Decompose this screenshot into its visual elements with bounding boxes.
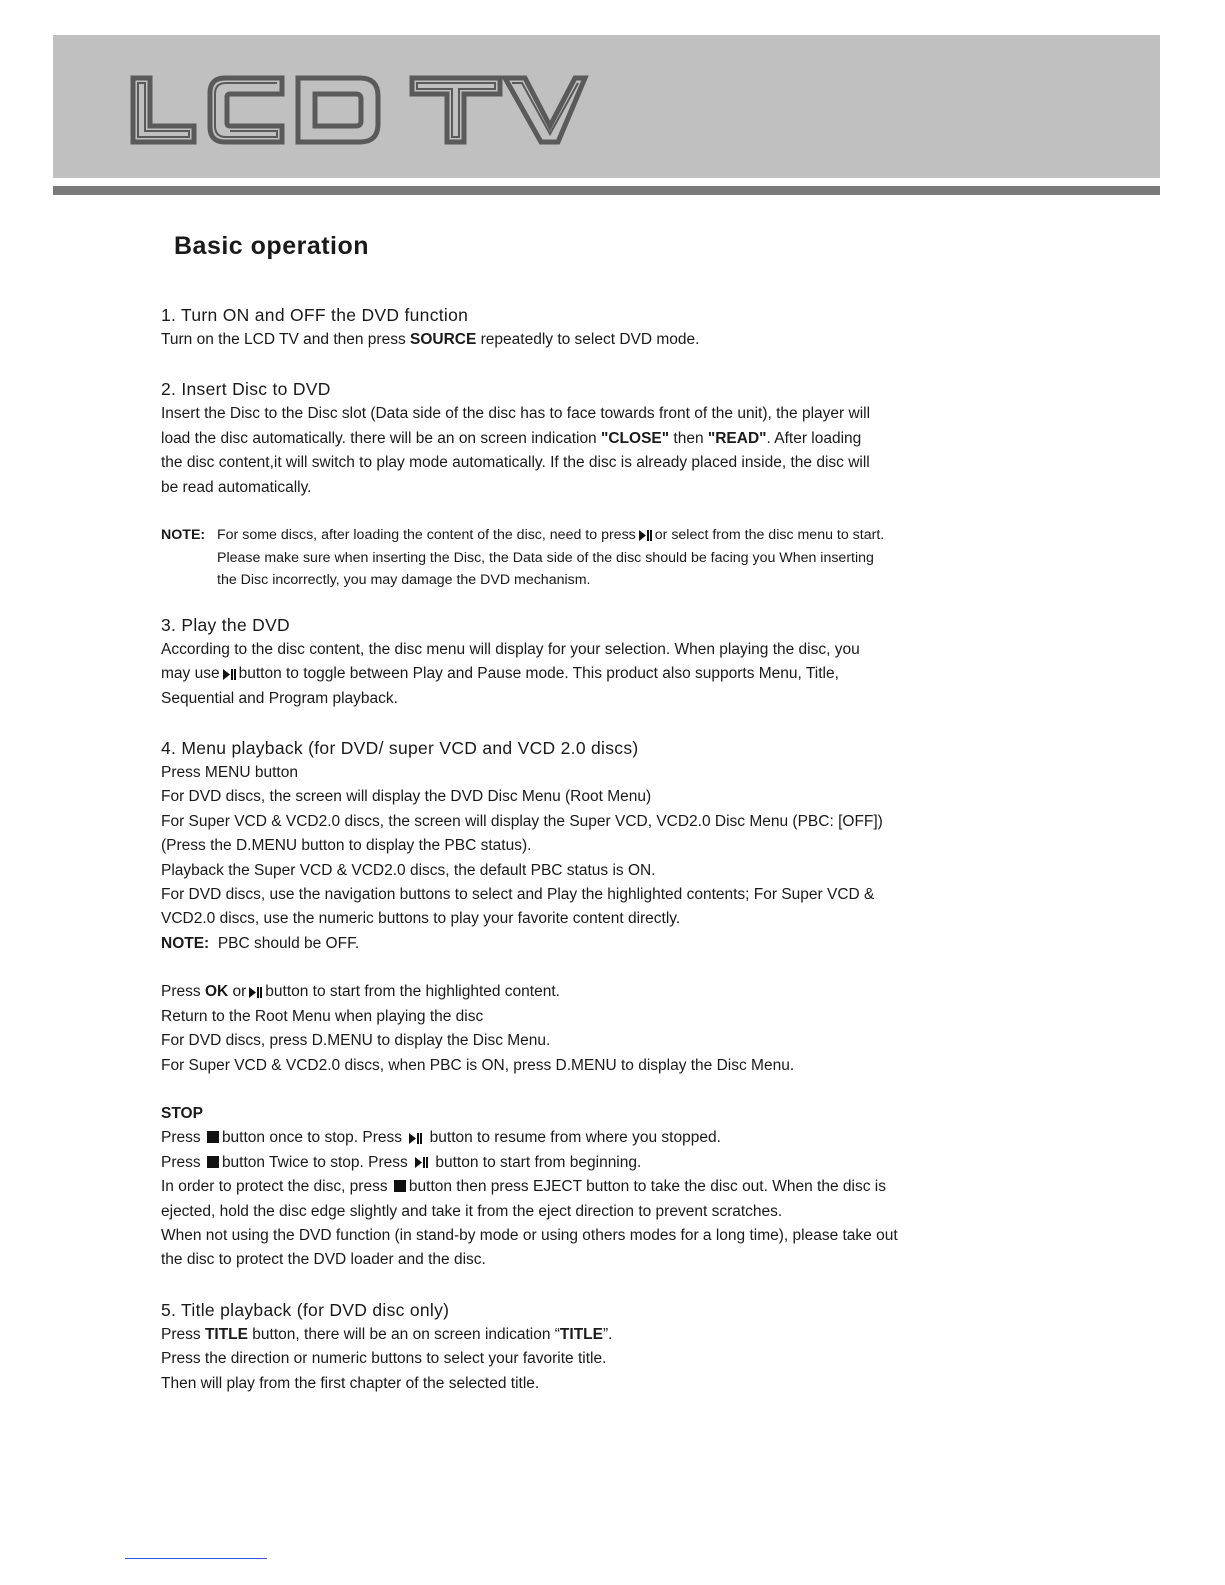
paragraph-line: Playback the Super VCD & VCD2.0 discs, the default PBC status is ON. (161, 861, 656, 879)
note-block (161, 524, 1041, 592)
page-title: Basic operation (174, 232, 370, 260)
paragraph-line: be read automatically. (161, 478, 312, 496)
paragraph-line: For DVD discs, use the navigation buttons to select and Play the highlighted contents; For Super VCD & (161, 886, 875, 904)
note-line: the Disc incorrectly, you may damage the DVD mechanism. (217, 572, 591, 589)
paragraph-line: For DVD discs, the screen will display the DVD Disc Menu (Root Menu) (161, 788, 652, 806)
note-line: NOTE: PBC should be OFF. (161, 934, 360, 952)
paragraph-line: According to the disc content, the disc menu will display for your selection. When playing the disc, you (161, 640, 860, 658)
footer-rule (125, 1558, 267, 1559)
stop-icon (207, 1156, 219, 1168)
paragraph-line: When not using the DVD function (in stand-by mode or using others modes for a long time), please take out (161, 1226, 898, 1244)
content-body (161, 302, 1041, 1396)
paragraph-line: the disc content,it will switch to play mode automatically. If the disc is already placed inside, the disc will (161, 454, 870, 472)
note-label: NOTE: (161, 527, 206, 544)
paragraph-line: ejected, hold the disc edge slightly and take it from the eject direction to prevent scratches. (161, 1202, 783, 1220)
lcd-tv-logo (130, 74, 590, 146)
stop-icon (394, 1180, 406, 1192)
section-heading: 5. Title playback (for DVD disc only) (161, 1299, 450, 1320)
paragraph-line: Press MENU button (161, 764, 298, 782)
play-pause-icon (249, 987, 262, 998)
paragraph-line: Press OK or button to start from the highlighted content. (161, 983, 560, 1001)
paragraph-line: In order to protect the disc, press button then press EJECT button to take the disc out. When the disc is (161, 1178, 886, 1196)
paragraph-line: For Super VCD & VCD2.0 discs, the screen will display the Super VCD, VCD2.0 Disc Menu (PBC: [OFF]) (161, 812, 883, 830)
paragraph-line: Press the direction or numeric buttons to select your favorite title. (161, 1350, 607, 1368)
paragraph-line: the disc to protect the DVD loader and the disc. (161, 1251, 486, 1269)
header-rule (53, 186, 1160, 195)
section-heading: 1. Turn ON and OFF the DVD function (161, 305, 469, 325)
paragraph-line: Press TITLE button, there will be an on screen indication “TITLE”. (161, 1325, 613, 1343)
paragraph-line: load the disc automatically. there will be an on screen indication "CLOSE" then "READ". After loading (161, 429, 862, 447)
stop-icon (207, 1131, 219, 1143)
paragraph-line: Press button once to stop. Press button to resume from where you stopped. (161, 1129, 721, 1147)
section-heading: 2. Insert Disc to DVD (161, 379, 331, 400)
paragraph-line: Then will play from the first chapter of the selected title. (161, 1374, 540, 1392)
note-line: For some discs, after loading the content of the disc, need to press or select from the disc menu to start. (217, 527, 885, 544)
paragraph-line: For Super VCD & VCD2.0 discs, when PBC is ON, press D.MENU to display the Disc Menu. (161, 1056, 795, 1074)
paragraph-line: Return to the Root Menu when playing the disc (161, 1007, 484, 1025)
paragraph-line: Insert the Disc to the Disc slot (Data side of the disc has to face towards front of the unit), the player will (161, 405, 871, 423)
section-heading: 4. Menu playback (for DVD/ super VCD and VCD 2.0 discs) (161, 738, 639, 759)
paragraph-line: Turn on the LCD TV and then press SOURCE repeatedly to select DVD mode. (161, 331, 700, 348)
paragraph-line: VCD2.0 discs, use the numeric buttons to play your favorite content directly. (161, 910, 681, 928)
paragraph-line: Press button Twice to stop. Press button to start from beginning. (161, 1153, 642, 1171)
play-pause-icon (639, 530, 652, 541)
paragraph-line: may use button to toggle between Play and Pause mode. This product also supports Menu, Title, (161, 665, 839, 683)
paragraph-line: (Press the D.MENU button to display the PBC status). (161, 837, 532, 855)
paragraph-line: Sequential and Program playback. (161, 689, 398, 707)
section-heading: 3. Play the DVD (161, 614, 290, 635)
section-heading: STOP (161, 1104, 203, 1122)
play-pause-icon (409, 1133, 422, 1144)
play-pause-icon (223, 669, 236, 680)
paragraph-line: For DVD discs, press D.MENU to display the Disc Menu. (161, 1032, 551, 1050)
note-line: Please make sure when inserting the Disc, the Data side of the disc should be facing you When inserting (217, 549, 874, 566)
note-label: NOTE: (161, 934, 210, 952)
play-pause-icon (415, 1157, 428, 1168)
